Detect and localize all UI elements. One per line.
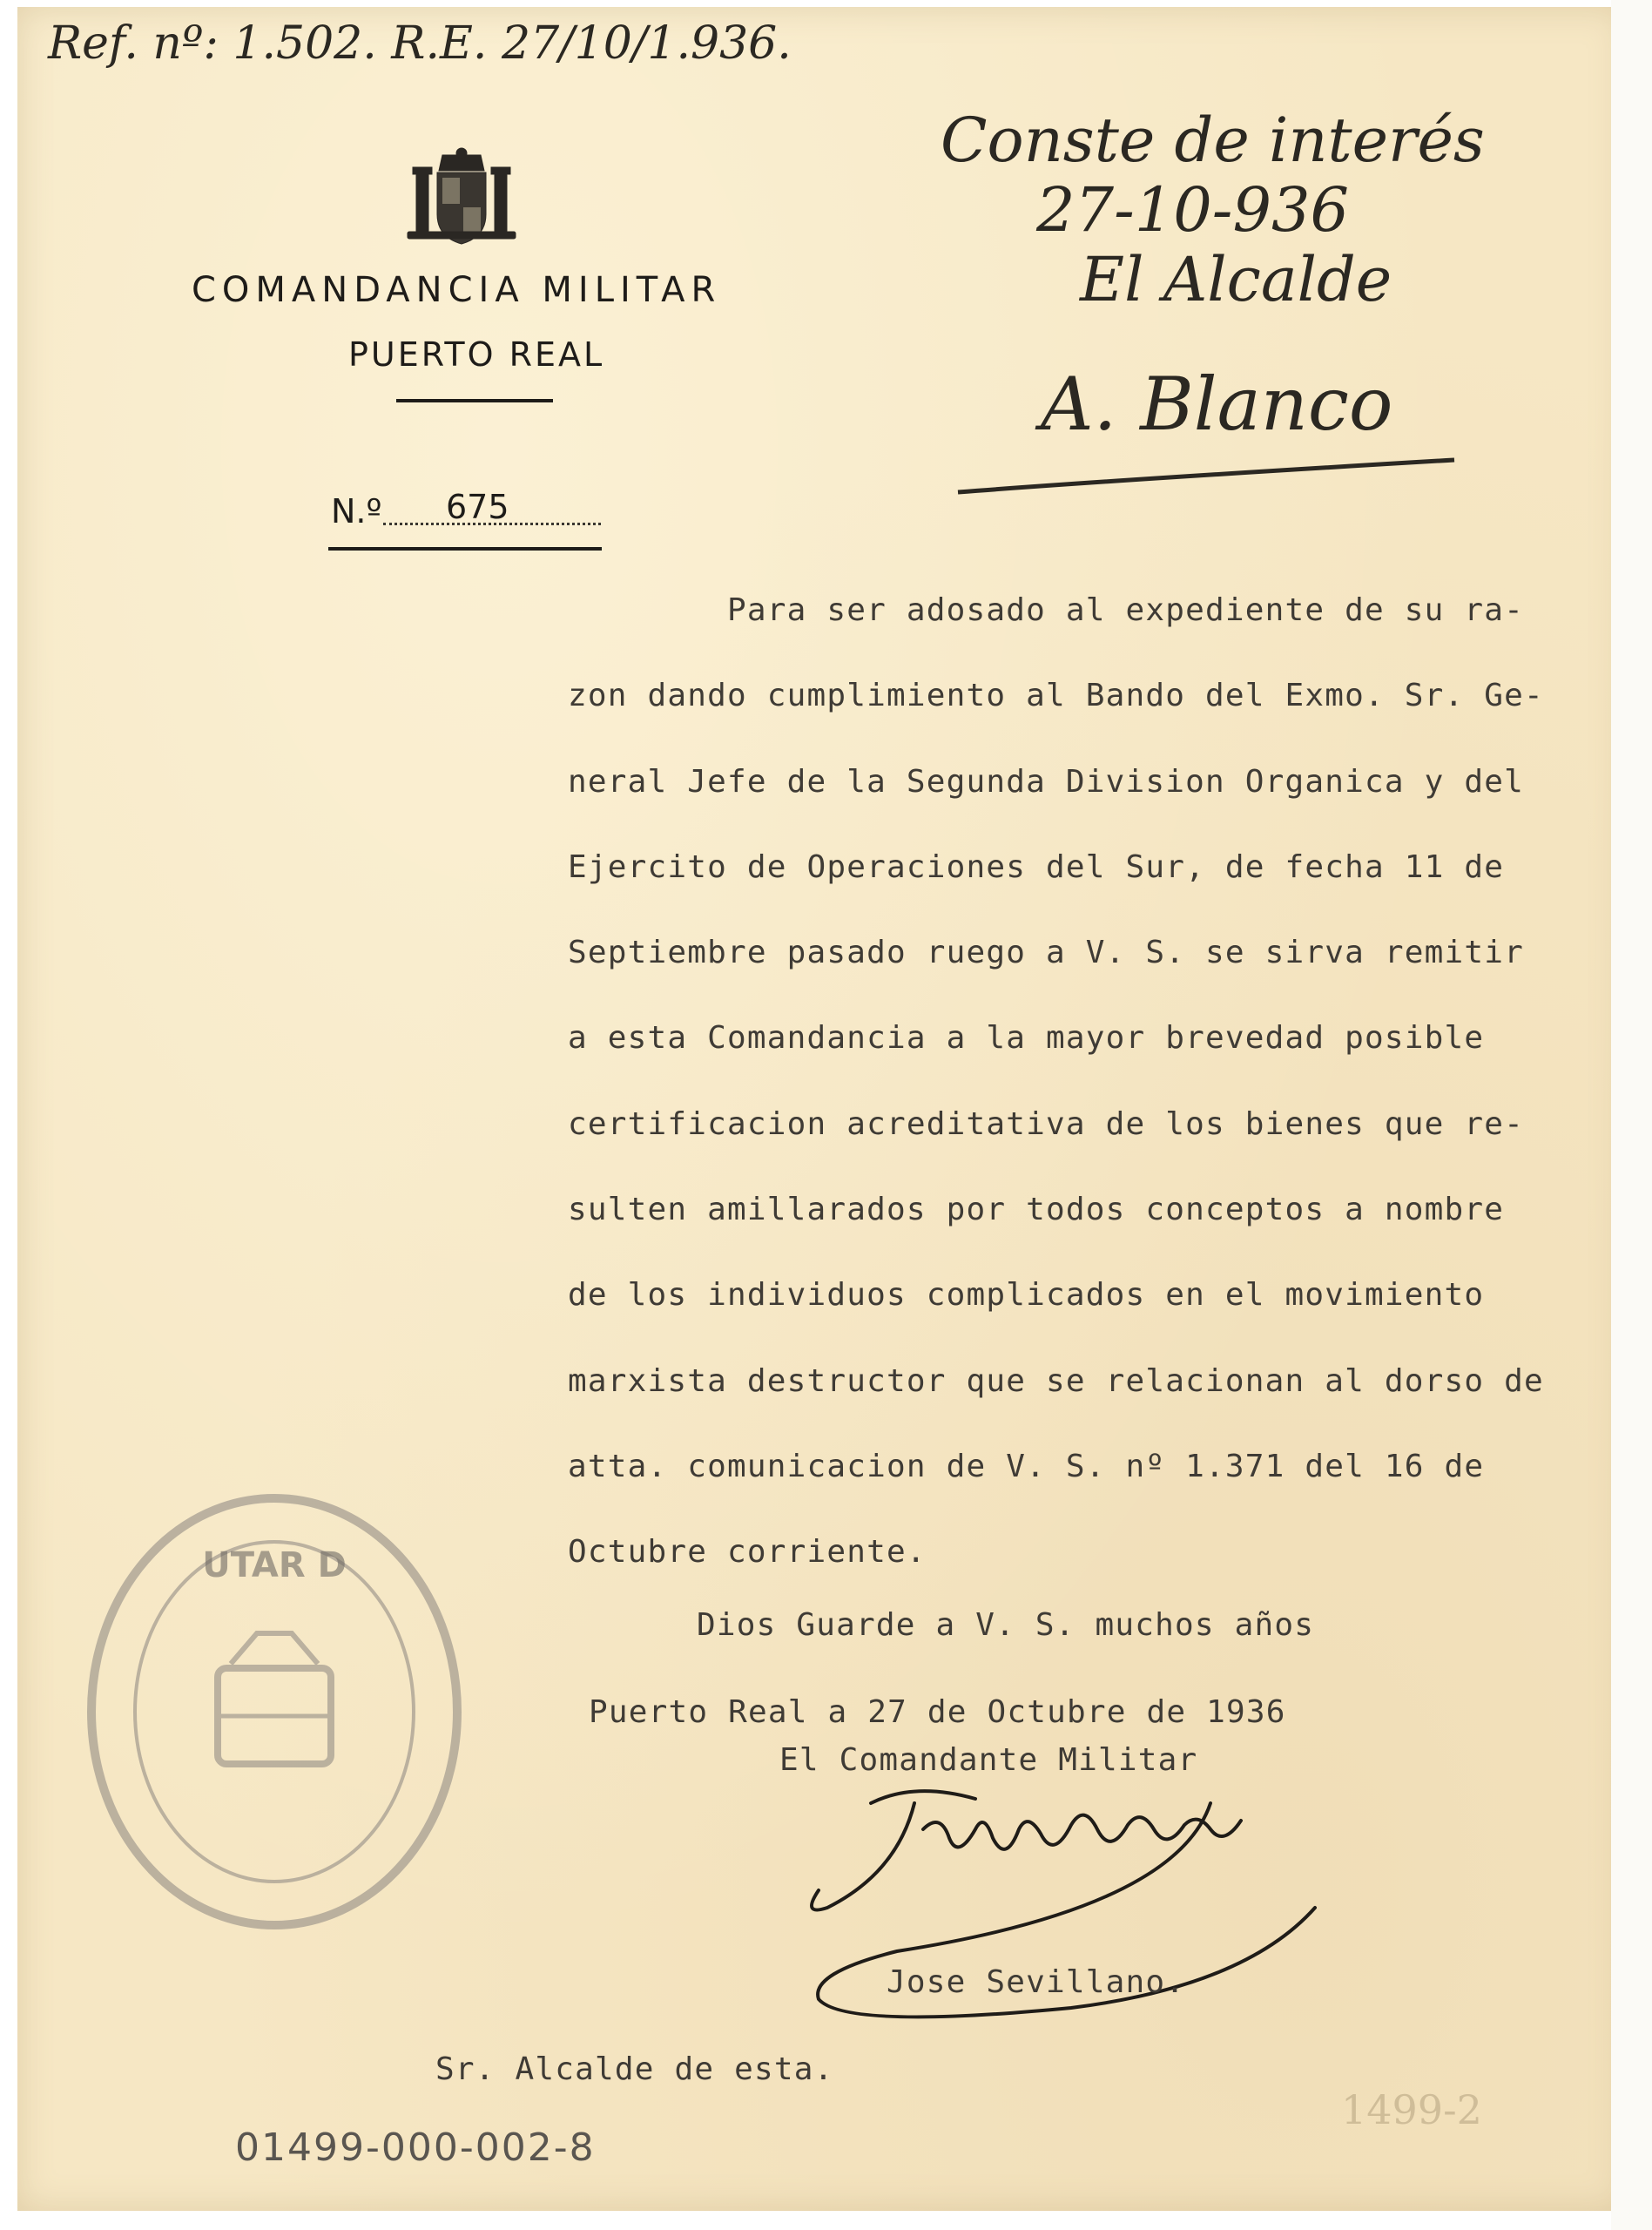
reference-note: Ref. nº: 1.502. R.E. 27/10/1.936. (48, 17, 792, 70)
svg-text:UTAR D: UTAR D (202, 1545, 347, 1585)
body-line: marxista destructor que se relacionan al dorso de (568, 1362, 1544, 1399)
addressee: Sr. Alcalde de esta. (435, 2051, 834, 2087)
body-line: de los individuos complicados en el movimiento (568, 1277, 1485, 1314)
body-line: a esta Comandancia a la mayor brevedad posible (568, 1020, 1485, 1057)
body-line: Para ser adosado al expediente de su ra- (568, 592, 1524, 628)
body-line: zon dando cumplimiento al Bando del Exmo. Sr. Ge- (568, 678, 1544, 714)
organization-name: COMANDANCIA MILITAR (192, 270, 722, 310)
signer-title: El Comandante Militar (779, 1742, 1198, 1778)
body-line: Octubre corriente. (568, 1534, 927, 1571)
mayor-signature-underline (954, 453, 1459, 510)
letterhead-rule (396, 399, 553, 402)
document-number-label: N.º (331, 492, 382, 530)
body-line: sulten amillarados por todos conceptos a nombre (568, 1192, 1505, 1228)
signer-name: Jose Sevillano. (887, 1964, 1186, 2000)
coat-of-arms-icon (408, 146, 516, 251)
receipt-note-date: 27-10-936 (1036, 174, 1350, 246)
mayor-signature: A. Blanco (1041, 362, 1393, 447)
body-line: Septiembre pasado ruego a V. S. se sirva remitir (568, 935, 1524, 971)
commander-signature (792, 1777, 1359, 2043)
closing-salutation: Dios Guarde a V. S. muchos años (697, 1607, 1315, 1643)
archive-code: 01499-000-002-8 (235, 2125, 596, 2170)
receipt-note-line1: Conste de interés (941, 105, 1485, 176)
receipt-note-mayor: El Alcalde (1080, 244, 1392, 315)
number-dotted-line (383, 523, 601, 525)
faint-pencil-mark: 1499-2 (1341, 2086, 1482, 2133)
letter-body (568, 568, 1613, 1596)
body-line: certificacion acreditativa de los bienes que re- (568, 1105, 1524, 1142)
body-line: neral Jefe de la Segunda Division Organica y del (568, 763, 1524, 800)
body-line: Ejercito de Operaciones del Sur, de fecha 11 de (568, 848, 1505, 885)
body-line: atta. comunicacion de V. S. nº 1.371 del 16 de (568, 1448, 1485, 1484)
official-seal-icon (78, 1459, 488, 1929)
document-number-value: 675 (446, 488, 509, 526)
place-and-date: Puerto Real a 27 de Octubre de 1936 (589, 1694, 1286, 1730)
town-name: PUERTO REAL (348, 335, 605, 374)
page-edge (1611, 0, 1652, 2230)
number-rule (328, 547, 602, 551)
